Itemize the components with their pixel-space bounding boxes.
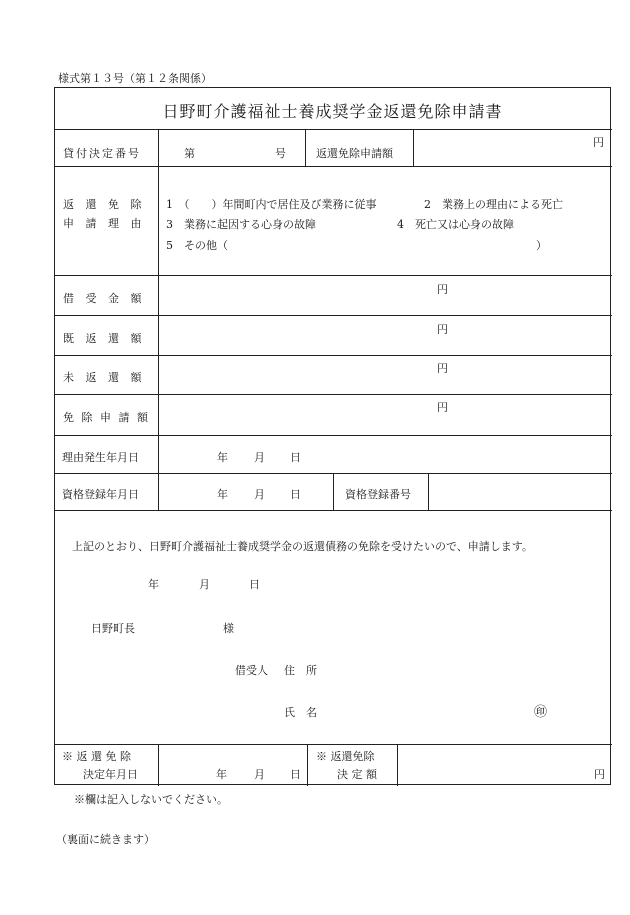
form-title: 日野町介護福祉士養成奨学金返還免除申請書 xyxy=(162,102,503,121)
unpaid-amount-label: 未 返 還 額 xyxy=(63,371,146,384)
declaration-day: 日 xyxy=(249,578,260,591)
rule xyxy=(333,473,334,510)
rule xyxy=(55,355,612,356)
reason-date-day: 日 xyxy=(290,451,301,464)
decision-amount-unit: 円 xyxy=(594,768,605,781)
decision-date-month: 月 xyxy=(254,768,265,781)
rule xyxy=(397,744,398,786)
addressee-honorific: 様 xyxy=(223,622,234,635)
reason-item-3: 3 業務に起因する心身の故障 xyxy=(166,218,316,231)
reason-item-4: 4 死亡又は心身の故障 xyxy=(397,218,514,231)
decision-date-label-line1: ※ 返 還 免 除 xyxy=(62,750,131,763)
rule xyxy=(307,744,308,786)
reason-item-2: 2 業務上の理由による死亡 xyxy=(424,198,563,211)
rule xyxy=(55,394,612,395)
registration-date-month: 月 xyxy=(254,488,265,501)
office-use-note: ※欄は記入しないでください。 xyxy=(74,793,228,806)
seal-mark: ㊞ xyxy=(534,705,548,720)
loan-decision-no-suffix: 号 xyxy=(275,147,286,160)
loan-amount-unit: 円 xyxy=(437,283,448,296)
loan-decision-no-prefix: 第 xyxy=(184,147,195,160)
rule xyxy=(305,129,306,166)
reason-date-year: 年 xyxy=(217,451,228,464)
rule xyxy=(158,744,159,786)
reason-date-month: 月 xyxy=(254,451,265,464)
decision-date-year: 年 xyxy=(216,768,227,781)
loan-decision-no-label: 貸付決定番号 xyxy=(63,147,141,160)
decision-date-day: 日 xyxy=(290,768,301,781)
unpaid-amount-unit: 円 xyxy=(437,362,448,375)
rule xyxy=(55,166,612,167)
declaration-year: 年 xyxy=(148,578,159,591)
reason-item-5-close: ） xyxy=(536,239,547,252)
rule xyxy=(55,315,612,316)
addressee: 日野町長 xyxy=(91,622,135,635)
repaid-amount-label: 既 返 還 額 xyxy=(63,332,146,345)
borrower-label: 借受人 xyxy=(235,664,268,677)
rule xyxy=(55,275,612,276)
decision-amount-label-line1: ※ 返還免除 xyxy=(316,750,375,763)
exemption-amount-unit: 円 xyxy=(437,401,448,414)
exemption-requested-label: 返還免除申請額 xyxy=(316,147,393,160)
loan-amount-label: 借 受 金 額 xyxy=(63,292,146,305)
exemption-amount-label: 免 除 申 請 額 xyxy=(63,411,150,424)
registration-no-label: 資格登録番号 xyxy=(345,488,411,501)
rule xyxy=(413,129,414,166)
rule xyxy=(428,473,429,510)
declaration-month: 月 xyxy=(199,578,210,591)
exemption-requested-unit: 円 xyxy=(593,136,604,149)
reason-date-label: 理由発生年月日 xyxy=(62,451,139,464)
reason-item-5: 5 その他（ xyxy=(166,239,228,252)
declaration-statement: 上記のとおり、日野町介護福祉士養成奨学金の返還債務の免除を受けたいので、申請します。 xyxy=(72,540,533,553)
repaid-amount-unit: 円 xyxy=(437,323,448,336)
reason-item-1: 1 （ ）年間町内で居住及び業務に従事 xyxy=(166,198,377,211)
reason-label-line1: 返 還 免 除 xyxy=(63,198,146,211)
decision-amount-label-line2: 決 定 額 xyxy=(337,768,377,781)
rule xyxy=(55,435,612,436)
continued-note: （裏面に続きます） xyxy=(56,833,155,846)
form-code: 様式第１３号（第１２条関係） xyxy=(58,72,212,85)
rule xyxy=(158,129,159,510)
rule xyxy=(55,510,612,511)
application-form xyxy=(54,87,611,785)
rule xyxy=(55,744,612,745)
registration-date-day: 日 xyxy=(290,488,301,501)
registration-date-label: 資格登録年月日 xyxy=(62,488,139,501)
rule xyxy=(55,129,612,130)
decision-date-label-line2: 決定年月日 xyxy=(83,768,138,781)
address-label: 住 所 xyxy=(284,664,317,677)
registration-date-year: 年 xyxy=(217,488,228,501)
name-label: 氏 名 xyxy=(284,706,317,719)
reason-label-line2: 申 請 理 由 xyxy=(63,217,146,230)
